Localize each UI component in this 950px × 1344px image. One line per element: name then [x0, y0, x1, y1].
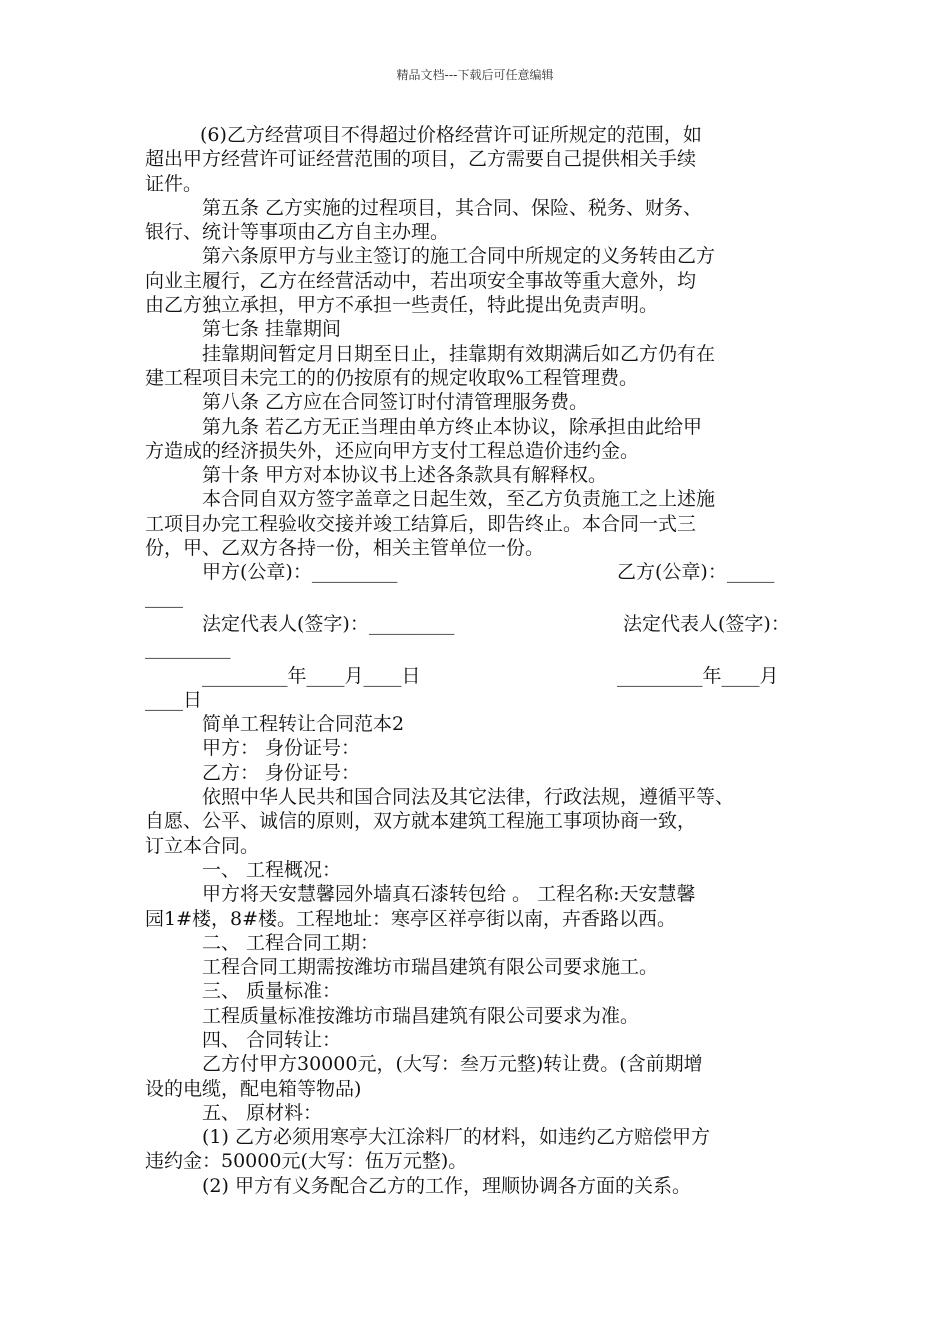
- representative-signature-row: [145, 612, 810, 636]
- contract-2-intro-line: 依照中华人民共和国合同法及其它法律，行政法规，遵循平等、: [202, 786, 735, 809]
- section-5-title: 五、 原材料：: [202, 1101, 323, 1124]
- section-1-line: 甲方将天安慧馨园外墙真石漆转包给 。 工程名称:天安慧馨: [202, 883, 696, 906]
- date-signature-row: [145, 664, 810, 688]
- article-7-line: 挂靠期间暂定月日期至日止，挂靠期有效期满后如乙方仍有在: [202, 342, 716, 365]
- section-5-item-1-line: 违约金：50000元(大写：伍万元整)。: [145, 1150, 468, 1173]
- party-a-representative: 法定代表人(签字)：_________: [202, 612, 455, 635]
- article-6-line: 由乙方独立承担，甲方不承担一些责任，特此提出免责声明。: [145, 294, 659, 317]
- article-6-line: 第六条原甲方与业主签订的施工合同中所规定的义务转由乙方: [202, 245, 716, 268]
- contract-2-intro-line: 订立本合同。: [145, 834, 260, 857]
- article-9-line: 方造成的经济损失外，还应向甲方支付工程总造价违约金。: [145, 439, 640, 462]
- article-9-line: 第九条 若乙方无正当理由单方终止本协议，除承担由此给甲: [202, 415, 703, 438]
- effective-clause-line: 份，甲、乙双方各持一份，相关主管单位一份。: [145, 537, 545, 560]
- section-4-title: 四、 合同转让：: [202, 1028, 342, 1051]
- effective-clause-line: 本合同自双方签字盖章之日起生效，至乙方负责施工之上述施: [202, 488, 716, 511]
- party-a-seal: 甲方(公章)：_________: [202, 561, 398, 584]
- section-1-title: 一、 工程概况：: [202, 858, 342, 881]
- party-b-representative-continued: _________: [145, 637, 231, 660]
- article-7-line: 建工程项目未完工的的仍按原有的规定收取%工程管理费。: [145, 366, 639, 389]
- section-3-title: 三、 质量标准：: [202, 980, 342, 1003]
- effective-clause-line: 工项目办完工程验收交接并竣工结算后，即告终止。本合同一式三: [145, 512, 697, 535]
- article-6-line: 向业主履行，乙方在经营活动中，若出项安全事故等重大意外，均: [145, 269, 697, 292]
- section-3-body: 工程质量标准按潍坊市瑞昌建筑有限公司要求为准。: [202, 1004, 640, 1027]
- party-a-date: _________年____月____日: [202, 664, 421, 687]
- party-b-seal-continued: ____: [145, 585, 183, 608]
- party-b-date: _________年____月: [617, 664, 779, 687]
- clause-6-line: 超出甲方经营许可证经营范围的项目，乙方需要自己提供相关手续: [145, 148, 697, 171]
- clause-6-line: (6)乙方经营项目不得超过价格经营许可证所规定的范围，如: [200, 124, 702, 146]
- document-body: [145, 123, 810, 1198]
- page-header: 精品文档---下载后可任意编辑: [396, 68, 554, 82]
- section-2-body: 工程合同工期需按潍坊市瑞昌建筑有限公司要求施工。: [202, 956, 659, 979]
- section-4-line: 设的电缆，配电箱等物品): [145, 1077, 362, 1100]
- section-1-line: 园1#楼，8#楼。工程地址：寒亭区祥亭街以南，卉香路以西。: [145, 907, 677, 930]
- article-5-line: 银行、统计等事项由乙方自主办理。: [145, 221, 450, 244]
- contract-2-intro-line: 自愿、公平、诚信的原则，双方就本建筑工程施工事项协商一致，: [145, 810, 697, 833]
- article-7-title: 第七条 挂靠期间: [202, 318, 342, 341]
- contract-2-title: 简单工程转让合同范本2: [202, 713, 405, 736]
- section-2-title: 二、 工程合同工期：: [202, 931, 380, 954]
- contract-2-party-b: 乙方： 身份证号：: [202, 761, 361, 784]
- party-b-representative: 法定代表人(签字)：: [623, 612, 790, 635]
- section-4-line: 乙方付甲方30000元，(大写：叁万元整)转让费。(含前期增: [202, 1053, 703, 1076]
- party-b-seal: 乙方(公章)：_____: [617, 561, 775, 584]
- party-b-date-continued: ____日: [145, 688, 203, 711]
- section-5-item-1-line: (1) 乙方必须用寒亭大江涂料厂的材料，如违约乙方赔偿甲方: [202, 1126, 710, 1149]
- article-5-line: 第五条 乙方实施的过程项目，其合同、保险、税务、财务、: [202, 196, 703, 219]
- article-8: 第八条 乙方应在合同签订时付清管理服务费。: [202, 391, 589, 414]
- clause-6-line: 证件。: [145, 172, 203, 195]
- section-5-item-2: (2) 甲方有义务配合乙方的工作，理顺协调各方面的关系。: [202, 1174, 691, 1197]
- article-10: 第十条 甲方对本协议书上述各条款具有解释权。: [202, 464, 608, 487]
- contract-2-party-a: 甲方： 身份证号：: [202, 737, 361, 760]
- seal-signature-row: [145, 560, 810, 584]
